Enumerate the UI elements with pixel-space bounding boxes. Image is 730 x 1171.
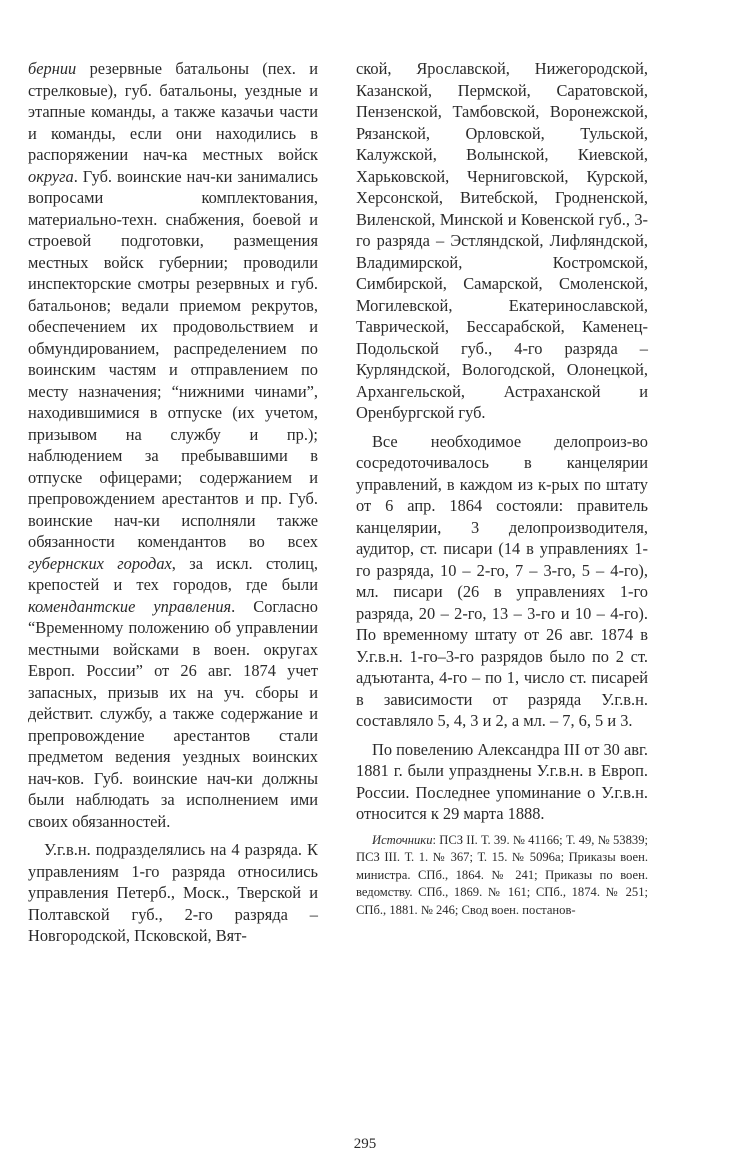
right-paragraph-3: По повелению Александра III от 30 авг. 1881 г. были упразднены У.г.в.н. в Европ. России. Последнее упоминание о У.г.в.н. относится к 29 марта 1888.	[356, 739, 648, 823]
sources-text: : ПСЗ II. Т. 39. № 41166; Т. 49, № 53839; ПСЗ III. Т. 1. № 367; Т. 15. № 5096а; Приказы воен. министра. СПб., 1864. № 241; Приказы по воен. ведомству. СПб., 1869. № 161; СПб., 1874. № 251; СПб., 1881. № 246; Свод воен. постанов-	[356, 832, 648, 917]
sources-label: Источники	[372, 832, 433, 847]
page-number: 295	[353, 1136, 377, 1152]
right-column	[356, 58, 648, 919]
right-paragraph-1: ской, Ярославской, Нижегородской, Казанской, Пермской, Саратовской, Пензенской, Тамбовской, Воронежской, Рязанской, Орловской, Тульской, Калужской, Волынской, Киевской, Харьковской, Черниговской, Курской, Херсонской, Витебской, Гродненской, Виленской, Минской и Ковенской губ., 3-го разряда – Эстляндской, Лифляндской, Владимирской, Костромской, Симбирской, Самарской, Смоленской, Могилевской, Екатеринославской, Таврической, Бессарабской, Каменец-Подольской губ., 4-го разряда – Курляндской, Вологодской, Олонецкой, Архангельской, Астраханской и Оренбургской губ.	[356, 59, 648, 422]
left-paragraph-1: бернии резервные батальоны (пех. и стрелковые), губ. батальоны, уездные и этапные команды, а также казачьи части и команды, если они находились в распоряжении нач-ка местных войск округа. Губ. воинские нач-ки занимались вопросами комплектования, материально-техн. снабжения, боевой и строевой подготовки, размещения местных войск губернии; проводили инспекторские смотры резервных и губ. батальонов; ведали приемом рекрутов, обеспечением их продовольствием и обмундированием, распределением по воинским частям и отправлением по месту назначения; “нижними чинами”, находившимися в отпуске (их учетом, призывом на службу и пр.); наблюдением за пребывавшими в отпуске офицерами; содержанием и препровождением арестантов и пр. Губ. воинские нач-ки исполняли также обязанности комендантов во всех губернских городах, за искл. столиц, крепостей и тех городов, где были комендантские управления. Согласно “Временному положению об управлении местными войсками в воен. округах Европ. России” от 26 авг. 1874 учет запасных, призыв их на уч. сборы и действит. службу, а также содержание и препровождение арестантов стали предметом ведения уездных воинских нач-ков. Губ. воинские нач-ки должны были наблюдать за исполнением ими своих обязанностей.	[28, 59, 318, 831]
sources-note	[356, 832, 648, 920]
italic-term: губернских городах	[28, 553, 172, 573]
italic-term: комендантские управления	[28, 596, 232, 616]
right-paragraph-2: Все необходимое делопроиз-во сосредоточивалось в канцелярии управлений, в каждом из к-рых по штату от 6 апр. 1864 состояли: правитель канцелярии, 3 делопроизводителя, аудитор, ст. писари (14 в управлениях 1-го разряда, 10 – 2-го, 7 – 3-го, 5 – 4-го), мл. писари (26 в управлениях 1-го разряда, 20 – 2-го, 13 – 3-го и 10 – 4-го). По временному штату от 26 авг. 1874 в У.г.в.н. 1-го–3-го разрядов было по 2 ст. адъютанта, 4-го – по 1, число ст. писарей в зависимости от разряда У.г.в.н. составляло 5, 4, 3 и 2, а мл. – 7, 6, 5 и 3.	[356, 431, 648, 730]
left-paragraph-2: У.г.в.н. подразделялись на 4 разряда. К управлениям 1-го разряда относились управления Петерб., Моск., Тверской и Полтавской губ., 2-го разряда – Новгородской, Псковской, Вят-	[28, 840, 318, 945]
italic-term: бернии	[28, 59, 77, 78]
left-column	[28, 58, 318, 947]
italic-term: округа	[28, 166, 74, 186]
